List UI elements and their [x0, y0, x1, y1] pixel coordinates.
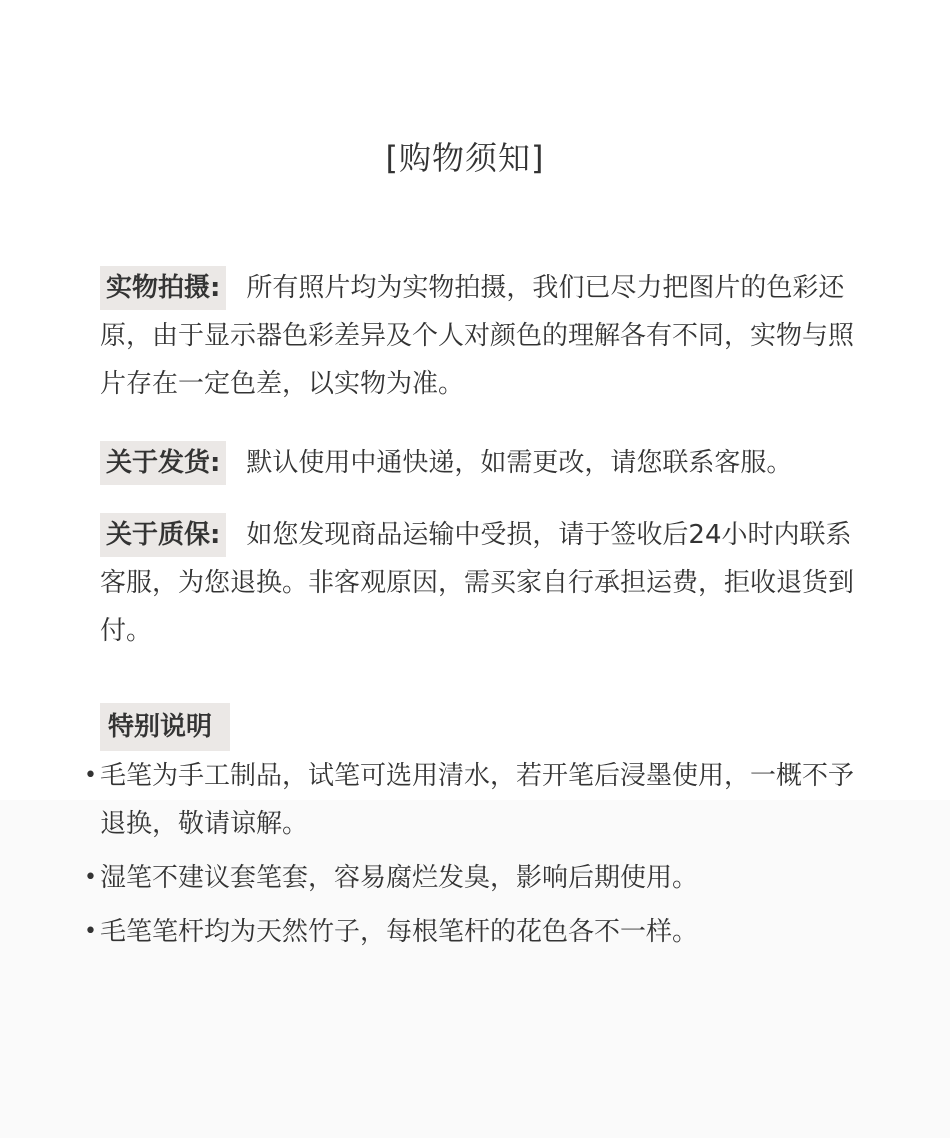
section-text: 如您发现商品运输中受损，请于签收后24小时内联系客服，为您退换。非客观原因，需买家自行承担运费，拒收退货到付。	[100, 520, 855, 646]
note-text: 毛笔笔杆均为天然竹子，每根笔杆的花色各不一样。	[100, 917, 699, 947]
section-label: 关于质保:	[100, 513, 226, 557]
section-text: 默认使用中通快递，如需更改，请您联系客服。	[246, 448, 793, 478]
section-warranty	[100, 511, 860, 655]
bullet-icon: •	[84, 763, 97, 788]
notes-heading: 特别说明	[100, 703, 230, 751]
bullet-icon: •	[84, 919, 97, 944]
section-label: 实物拍摄:	[100, 266, 226, 310]
note-text: 毛笔为手工制品，试笔可选用清水，若开笔后浸墨使用，一概不予退换，敬请谅解。	[100, 761, 855, 839]
list-item	[82, 854, 872, 902]
list-item	[82, 752, 872, 848]
section-label: 关于发货:	[100, 441, 226, 485]
page-title: [购物须知]	[385, 139, 545, 177]
list-item	[82, 908, 872, 956]
bullet-icon: •	[84, 865, 97, 890]
note-text: 湿笔不建议套笔套，容易腐烂发臭，影响后期使用。	[100, 863, 699, 893]
notes-list	[82, 752, 872, 962]
section-photo	[100, 264, 860, 408]
section-text: 所有照片均为实物拍摄，我们已尽力把图片的色彩还原，由于显示器色彩差异及个人对颜色的理解各有不同，实物与照片存在一定色差，以实物为准。	[100, 273, 855, 399]
section-shipping	[100, 439, 860, 487]
